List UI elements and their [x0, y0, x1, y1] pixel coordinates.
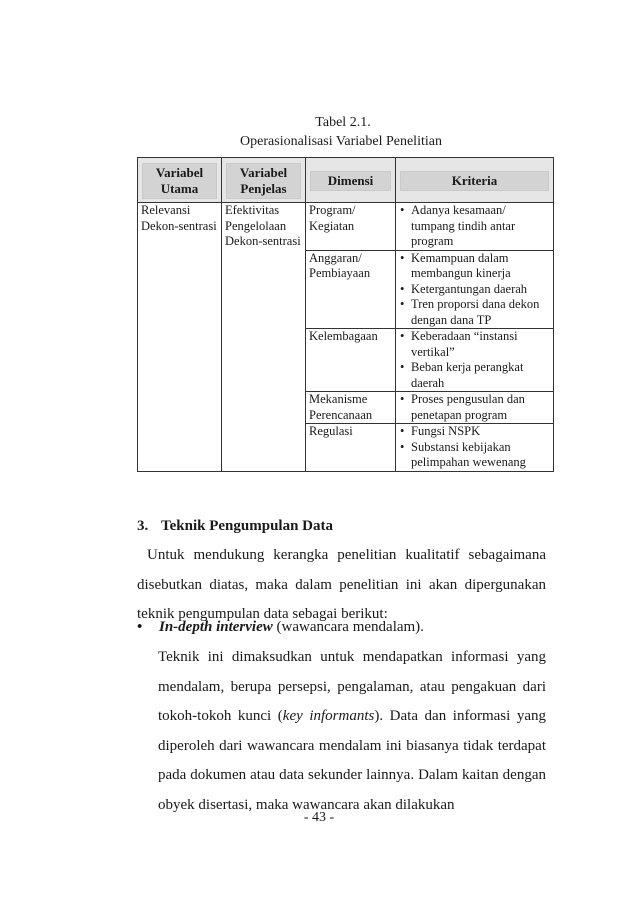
criteria-item: • Substansi kebijakan pelimpahan wewenang — [399, 440, 550, 471]
bullet-icon: • — [137, 619, 143, 635]
table-caption-title: Operasionalisasi Variabel Penelitian — [240, 134, 442, 149]
criteria-item: • Tren proporsi dana dekon dengan dana TP — [399, 297, 550, 328]
section-title: Teknik Pengumpulan Data — [161, 518, 334, 534]
bullet-item — [137, 619, 424, 636]
criteria-item: • Keberadaan “instansi vertikal” — [399, 329, 550, 360]
bullet-term: In-depth interview — [159, 619, 273, 635]
cell-kriteria — [396, 392, 554, 424]
cell-dimensi: Anggaran/ Pembiayaan — [306, 250, 396, 329]
cell-variabel-utama: Relevansi Dekon-sentrasi — [138, 203, 222, 472]
detail-paragraph: Teknik ini dimaksudkan untuk mendapatkan informasi yang mendalam, berupa persepsi, pengalaman, atau pengakuan dari tokoh-tokoh kunci (key informants). Data dan informasi yang diperoleh dari wawancara mendalam ini biasanya tidak terdapat pada dokumen atau data sekunder lainnya. Dalam kaitan dengan obyek disertasi, maka wawancara akan dilakukan — [158, 649, 546, 813]
table-header-row — [138, 158, 554, 203]
detail-italic: key informants — [282, 708, 375, 724]
criteria-item: • Fungsi NSPK — [399, 424, 550, 440]
criteria-item: • Ketergantungan daerah — [399, 282, 550, 298]
criteria-item: • Beban kerja perangkat daerah — [399, 360, 550, 391]
operationalization-table — [137, 157, 554, 472]
cell-dimensi: Program/ Kegiatan — [306, 203, 396, 251]
header-variabel-penjelas: Variabel Penjelas — [222, 158, 306, 203]
table-row — [138, 203, 554, 251]
section-heading — [137, 518, 333, 535]
header-kriteria: Kriteria — [396, 158, 554, 203]
cell-kriteria — [396, 329, 554, 392]
cell-kriteria — [396, 424, 554, 472]
intro-paragraph: Untuk mendukung kerangka penelitian kualitatif sebagaimana disebutkan diatas, maka dalam penelitian ini akan dipergunakan teknik pengumpulan data sebagai berikut: — [137, 547, 546, 622]
table-caption-number: Tabel 2.1. — [315, 115, 371, 130]
cell-kriteria — [396, 250, 554, 329]
page-number: - 43 - — [303, 810, 335, 825]
bullet-rest: (wawancara mendalam). — [272, 619, 424, 635]
criteria-item: • Adanya kesamaan/ tumpang tindih antar program — [399, 203, 550, 250]
criteria-item: • Proses pengusulan dan penetapan program — [399, 392, 550, 423]
header-variabel-utama: Variabel Utama — [138, 158, 222, 203]
criteria-item: • Kemampuan dalam membangun kinerja — [399, 251, 550, 282]
cell-variabel-penjelas: Efektivitas Pengelolaan Dekon-sentrasi — [222, 203, 306, 472]
cell-dimensi: Mekanisme Perencanaan — [306, 392, 396, 424]
cell-dimensi: Regulasi — [306, 424, 396, 472]
section-number: 3. — [137, 518, 149, 534]
header-dimensi: Dimensi — [306, 158, 396, 203]
cell-dimensi: Kelembagaan — [306, 329, 396, 392]
cell-kriteria — [396, 203, 554, 251]
